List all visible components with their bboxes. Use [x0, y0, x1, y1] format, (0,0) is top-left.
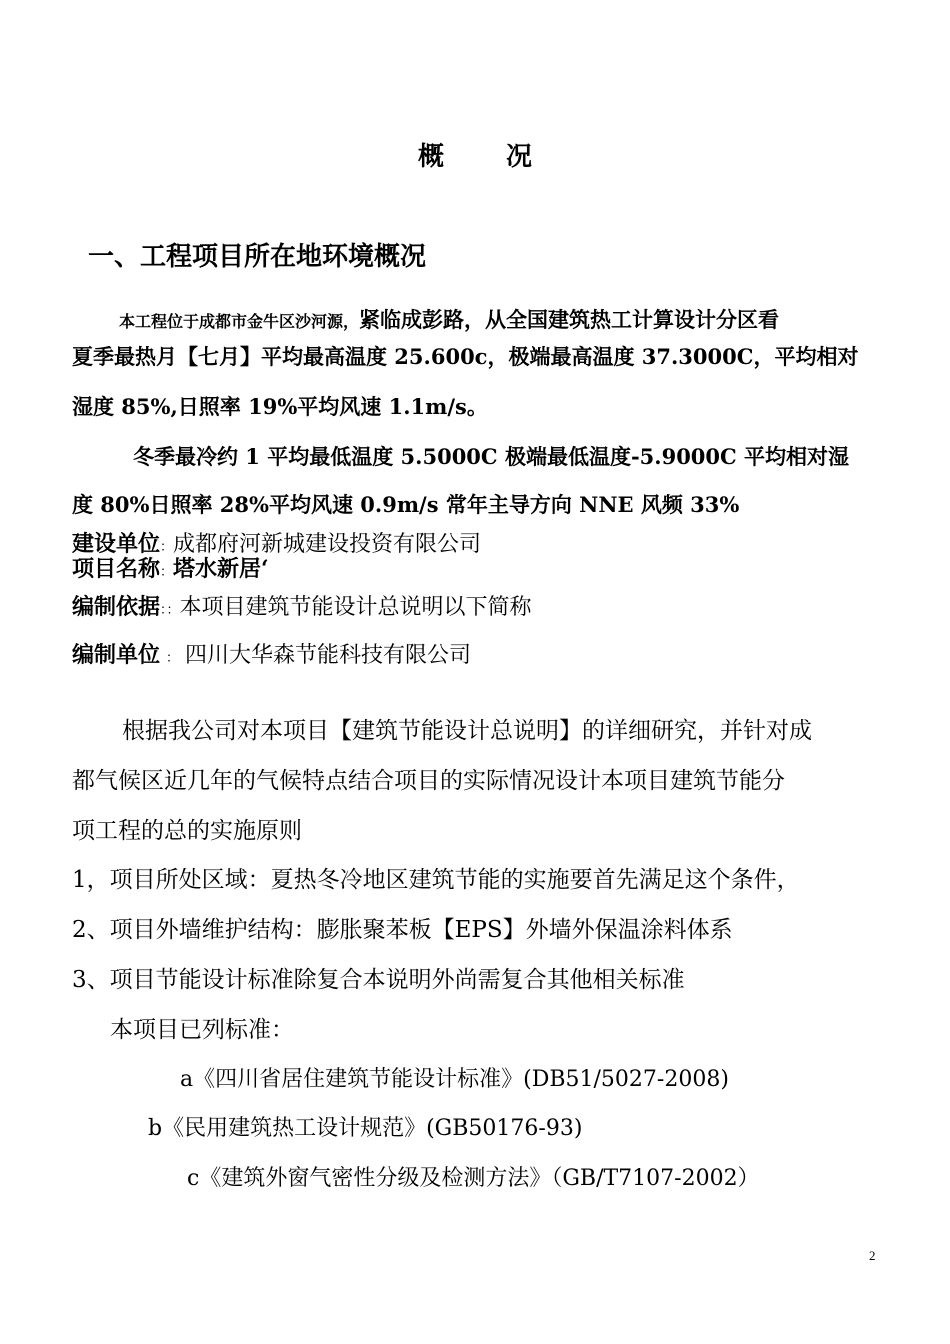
field-basis: 编制依据：：本项目建筑节能设计总说明以下简称 — [72, 595, 532, 620]
section-heading: 一、工程项目所在地环境概况 — [88, 242, 427, 272]
standards-intro: 本项目已列标准： — [110, 1017, 294, 1043]
list-item-1: 1，项目所处区域：夏热冬冷地区建筑节能的实施要首先满足这个条件， — [72, 867, 800, 893]
standard-b: b《民用建筑热工设计规范》(GB50176-93) — [148, 1116, 583, 1141]
para1-line1 — [119, 304, 779, 334]
para3-line1: 根据我公司对本项目【建筑节能设计总说明】的详细研究，并针对成 — [122, 718, 812, 744]
para3-line2: 都气候区近几年的气候特点结合项目的实际情况设计本项目建筑节能分 — [72, 768, 785, 794]
field-builder: 建设单位：成都府河新城建设投资有限公司 — [72, 532, 482, 557]
para1-lead-small: 本工程位于成都市金牛区沙河源， — [119, 312, 360, 331]
field-project-value: 塔水新居‘ — [173, 556, 269, 582]
standard-c: c《建筑外窗气密性分级及检测方法》（GB/T7107-2002） — [187, 1166, 760, 1191]
page-title-left: 概 — [417, 142, 444, 172]
para1-line3: 湿度 85%,日照率 19%平均风速 1.1m/s。 — [72, 394, 488, 419]
field-builder-label: 建设单位 — [72, 532, 161, 557]
list-item-2: 2、项目外墙维护结构：膨胀聚苯板【EPS】外墙外保温涂料体系 — [72, 917, 733, 943]
field-builder-value: 成都府河新城建设投资有限公司 — [173, 532, 482, 557]
field-project-label: 项目名称 — [72, 557, 161, 582]
page-number: 2 — [869, 1248, 876, 1263]
para1-lead-rest: 紧临成彭路，从全国建筑热工计算设计分区看 — [359, 307, 780, 332]
list-item-3: 3、项目节能设计标准除复合本说明外尚需复合其他相关标准 — [72, 967, 685, 993]
page-title-right: 况 — [506, 142, 533, 172]
para3-line3: 项工程的总的实施原则 — [72, 818, 302, 844]
field-basis-value: 本项目建筑节能设计总说明以下简称 — [179, 595, 532, 620]
field-unit-value: 四川大华森节能科技有限公司 — [185, 643, 472, 668]
standard-a: a《四川省居住建筑节能设计标准》(DB51/5027-2008) — [180, 1067, 729, 1092]
field-unit-label: 编制单位 — [72, 643, 161, 668]
para2-line1: 冬季最冷约 1 平均最低温度 5.5000C 极端最低温度-5.9000C 平均相对湿 — [133, 444, 850, 469]
para1-line2: 夏季最热月【七月】平均最高温度 25.600c，极端最高温度 37.3000C，平均相对 — [72, 344, 859, 369]
page-title — [0, 136, 950, 173]
para2-line2: 度 80%日照率 28%平均风速 0.9m/s 常年主导方向 NNE 风频 33% — [72, 492, 740, 517]
field-unit: 编制单位 ： 四川大华森节能科技有限公司 — [72, 643, 472, 668]
field-project: 项目名称：塔水新居‘ — [72, 556, 269, 582]
field-basis-label: 编制依据 — [72, 595, 161, 620]
